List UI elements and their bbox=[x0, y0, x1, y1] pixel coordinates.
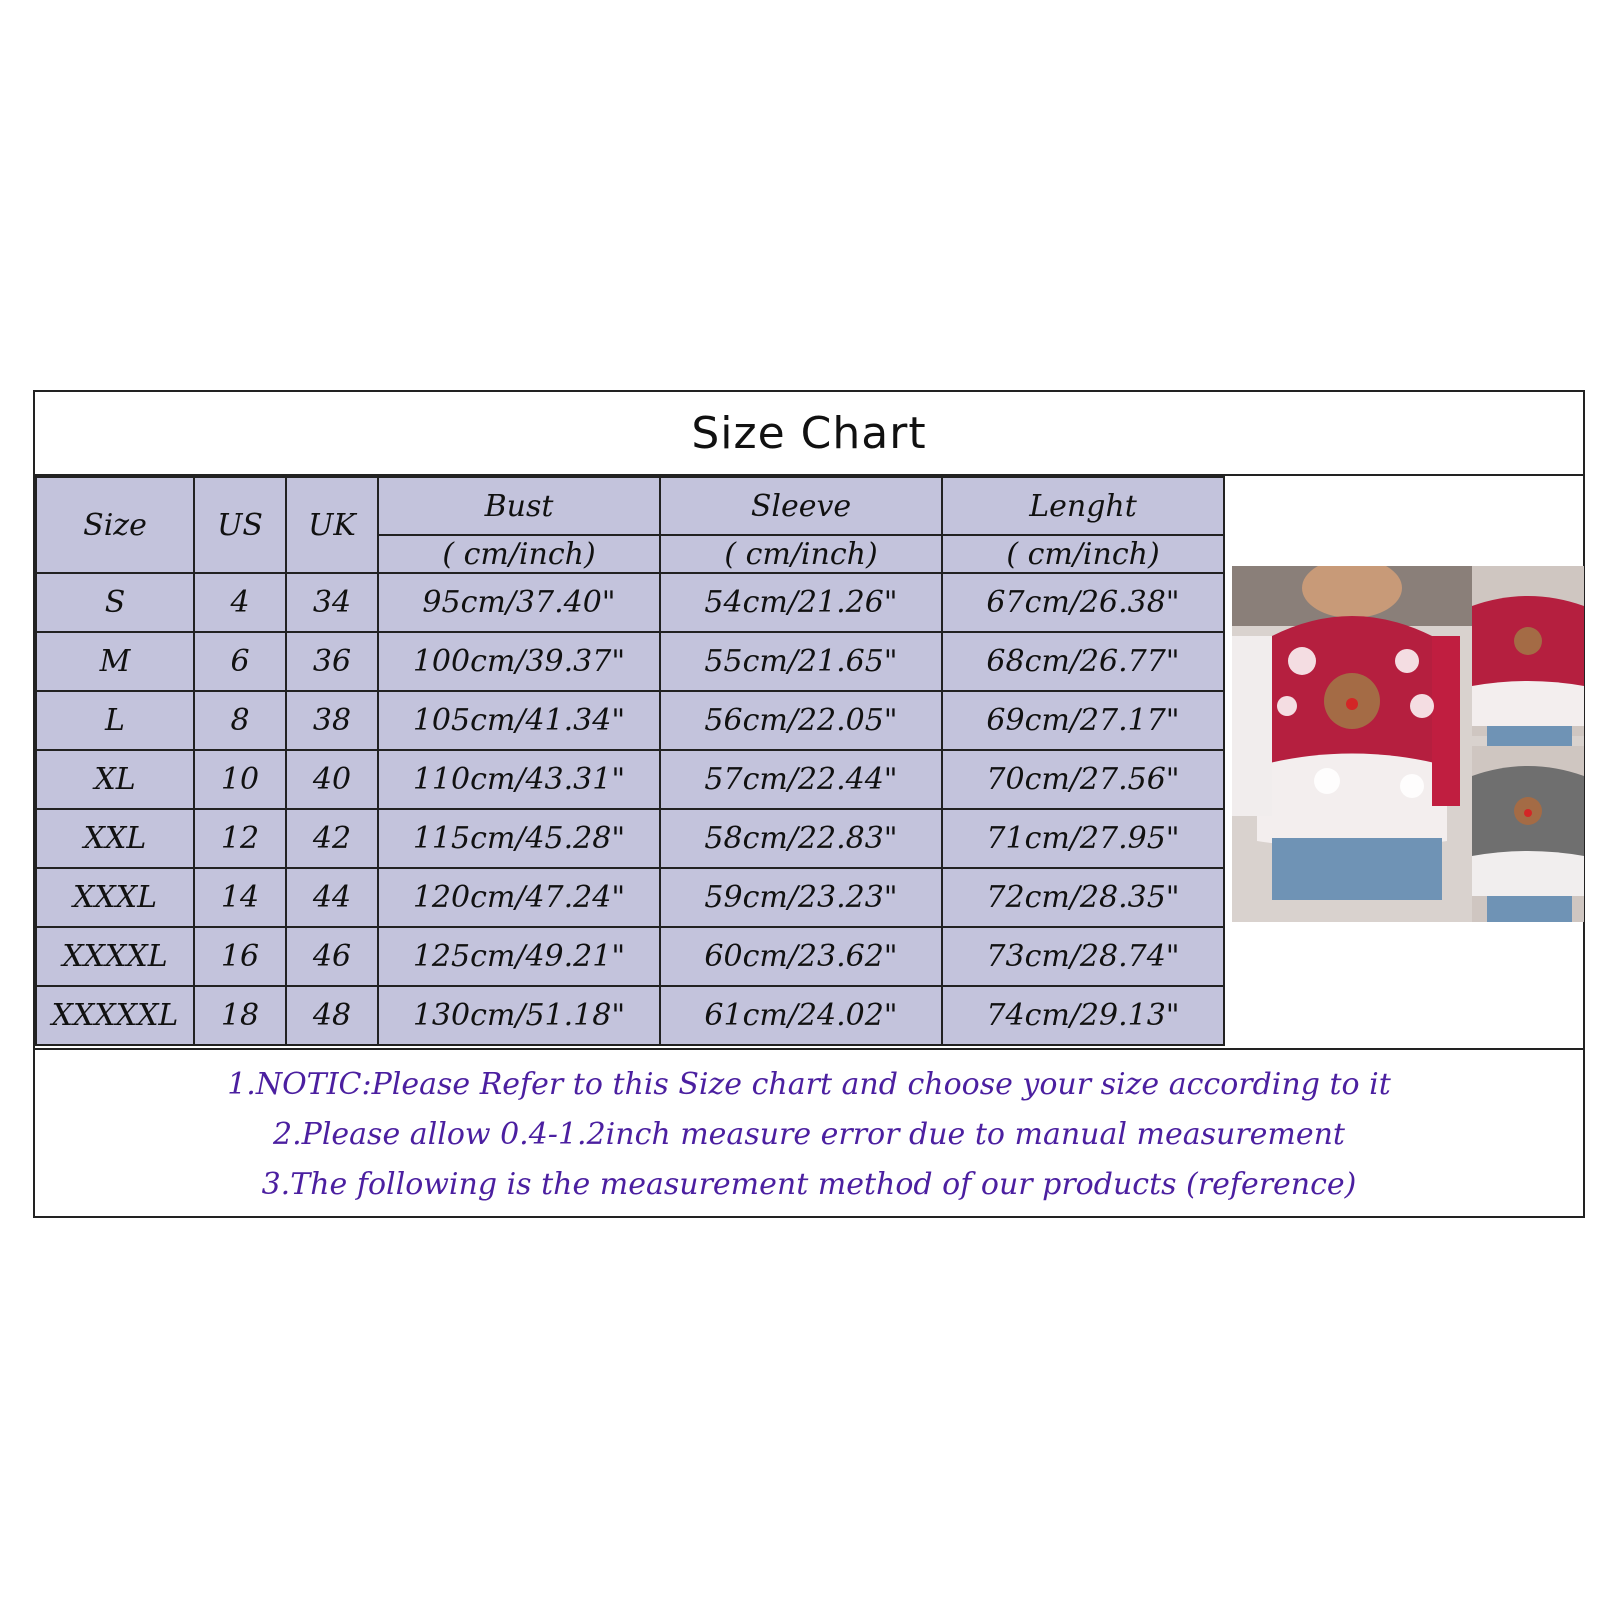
cell-us: 12 bbox=[194, 809, 286, 868]
cell-sleeve: 56cm/22.05" bbox=[660, 691, 942, 750]
cell-sleeve: 55cm/21.65" bbox=[660, 632, 942, 691]
table-row bbox=[36, 573, 1224, 632]
cell-length: 68cm/26.77" bbox=[942, 632, 1224, 691]
cell-bust: 120cm/47.24" bbox=[378, 868, 660, 927]
cell-length: 67cm/26.38" bbox=[942, 573, 1224, 632]
cell-uk: 36 bbox=[286, 632, 378, 691]
cell-uk: 44 bbox=[286, 868, 378, 927]
table-row bbox=[36, 632, 1224, 691]
table-row bbox=[36, 868, 1224, 927]
cell-us: 10 bbox=[194, 750, 286, 809]
header-us: US bbox=[194, 477, 286, 573]
size-table bbox=[35, 476, 1225, 1046]
size-chart-frame bbox=[33, 390, 1585, 1218]
cell-bust: 100cm/39.37" bbox=[378, 632, 660, 691]
cell-size: S bbox=[36, 573, 194, 632]
cell-length: 73cm/28.74" bbox=[942, 927, 1224, 986]
cell-sleeve: 54cm/21.26" bbox=[660, 573, 942, 632]
cell-bust: 115cm/45.28" bbox=[378, 809, 660, 868]
header-sleeve-unit: ( cm/inch) bbox=[660, 535, 942, 573]
table-row bbox=[36, 809, 1224, 868]
cell-uk: 46 bbox=[286, 927, 378, 986]
cell-bust: 130cm/51.18" bbox=[378, 986, 660, 1045]
cell-length: 71cm/27.95" bbox=[942, 809, 1224, 868]
cell-bust: 110cm/43.31" bbox=[378, 750, 660, 809]
cell-size: XXXXL bbox=[36, 927, 194, 986]
table-body bbox=[36, 573, 1224, 1045]
cell-us: 4 bbox=[194, 573, 286, 632]
table-row bbox=[36, 750, 1224, 809]
cell-uk: 38 bbox=[286, 691, 378, 750]
cell-sleeve: 61cm/24.02" bbox=[660, 986, 942, 1045]
header-bust: Bust bbox=[378, 477, 660, 535]
note-2: 2.Please allow 0.4-1.2inch measure error due to manual measurement bbox=[273, 1117, 1345, 1152]
chart-title: Size Chart bbox=[35, 392, 1583, 476]
header-size: Size bbox=[36, 477, 194, 573]
cell-bust: 95cm/37.40" bbox=[378, 573, 660, 632]
cell-sleeve: 57cm/22.44" bbox=[660, 750, 942, 809]
header-sleeve: Sleeve bbox=[660, 477, 942, 535]
cell-uk: 34 bbox=[286, 573, 378, 632]
cell-size: XXXXXL bbox=[36, 986, 194, 1045]
cell-length: 74cm/29.13" bbox=[942, 986, 1224, 1045]
cell-sleeve: 58cm/22.83" bbox=[660, 809, 942, 868]
note-1: 1.NOTIC:Please Refer to this Size chart and choose your size according to it bbox=[227, 1067, 1391, 1102]
cell-us: 18 bbox=[194, 986, 286, 1045]
table-row bbox=[36, 986, 1224, 1045]
cell-uk: 40 bbox=[286, 750, 378, 809]
cell-size: XXXL bbox=[36, 868, 194, 927]
cell-sleeve: 60cm/23.62" bbox=[660, 927, 942, 986]
header-length-unit: ( cm/inch) bbox=[942, 535, 1224, 573]
cell-sleeve: 59cm/23.23" bbox=[660, 868, 942, 927]
notes-section bbox=[35, 1048, 1583, 1218]
cell-bust: 125cm/49.21" bbox=[378, 927, 660, 986]
cell-size: XXL bbox=[36, 809, 194, 868]
cell-size: XL bbox=[36, 750, 194, 809]
cell-length: 69cm/27.17" bbox=[942, 691, 1224, 750]
cell-size: L bbox=[36, 691, 194, 750]
cell-uk: 48 bbox=[286, 986, 378, 1045]
cell-us: 16 bbox=[194, 927, 286, 986]
cell-us: 6 bbox=[194, 632, 286, 691]
cell-us: 14 bbox=[194, 868, 286, 927]
cell-size: M bbox=[36, 632, 194, 691]
note-3: 3.The following is the measurement method of our products (reference) bbox=[261, 1167, 1357, 1202]
header-length: Lenght bbox=[942, 477, 1224, 535]
table-row bbox=[36, 927, 1224, 986]
cell-uk: 42 bbox=[286, 809, 378, 868]
cell-length: 72cm/28.35" bbox=[942, 868, 1224, 927]
product-photo bbox=[1232, 566, 1584, 922]
table-row bbox=[36, 691, 1224, 750]
header-uk: UK bbox=[286, 477, 378, 573]
cell-us: 8 bbox=[194, 691, 286, 750]
header-bust-unit: ( cm/inch) bbox=[378, 535, 660, 573]
cell-bust: 105cm/41.34" bbox=[378, 691, 660, 750]
cell-length: 70cm/27.56" bbox=[942, 750, 1224, 809]
